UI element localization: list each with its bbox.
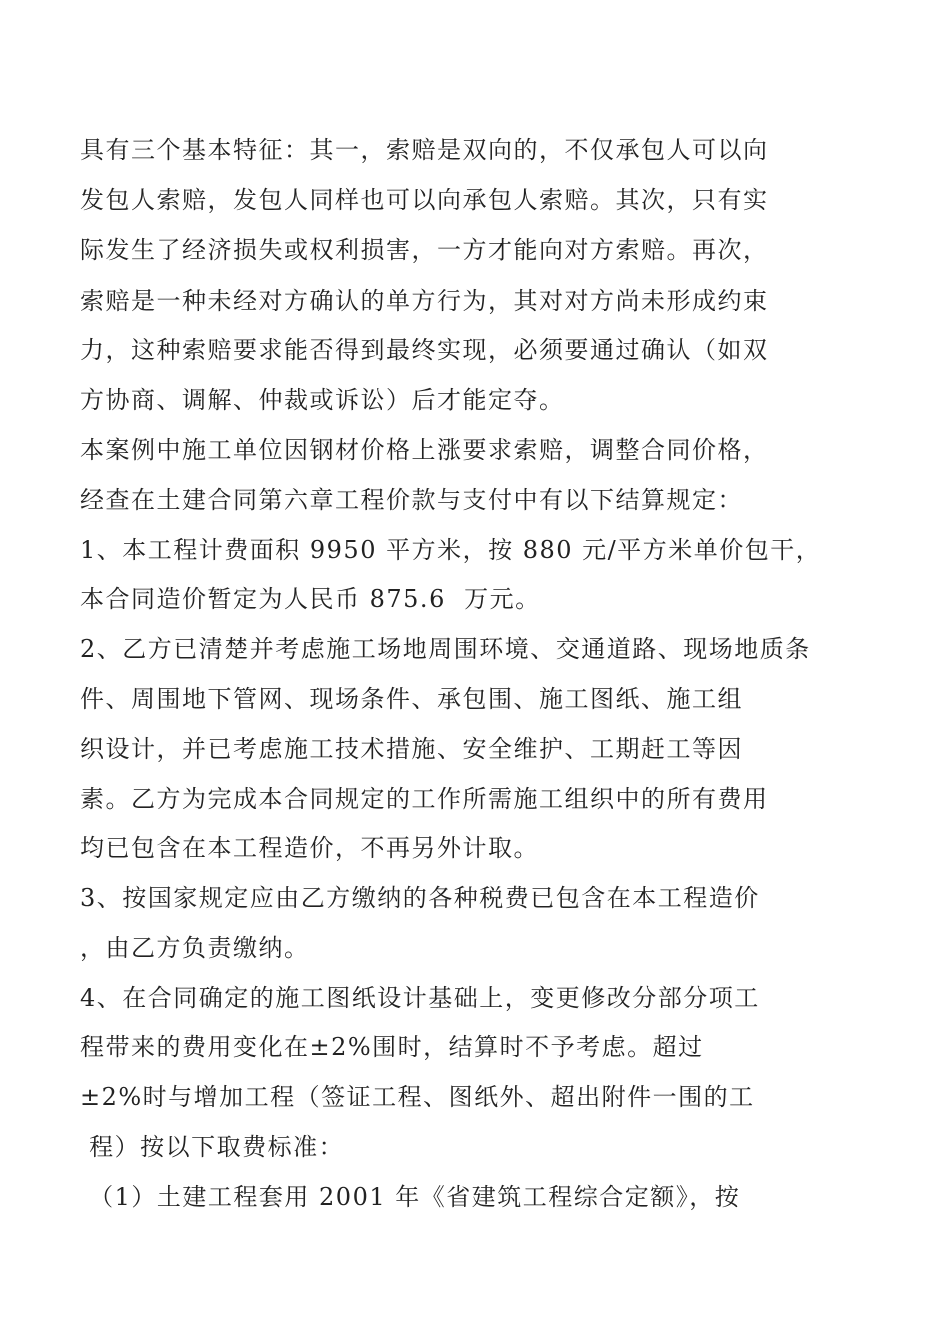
text-line-22: （1）土建工程套用 2001 年《省建筑工程综合定额》，按: [80, 1183, 741, 1211]
text-line-6: 方协商、调解、仲裁或诉讼）后才能定夺。: [80, 386, 565, 414]
text-line-16: 3、按国家规定应由乙方缴纳的各种税费已包含在本工程造价: [80, 884, 760, 912]
text-line-17: ，由乙方负责缴纳。: [80, 934, 310, 962]
text-line-7: 本案例中施工单位因钢材价格上涨要求索赔，调整合同价格，: [80, 436, 769, 464]
text-line-15: 均已包含在本工程造价，不再另外计取。: [80, 834, 539, 862]
text-line-11: 2、乙方已清楚并考虑施工场地周围环境、交通道路、现场地质条: [80, 635, 811, 663]
text-line-14: 素。乙方为完成本合同规定的工作所需施工组织中的所有费用: [80, 785, 769, 813]
text-line-12: 件、周围地下管网、现场条件、承包围、施工图纸、施工组: [80, 685, 743, 713]
text-line-4: 索赔是一种未经对方确认的单方行为，其对对方尚未形成约束: [80, 287, 769, 315]
text-line-3: 际发生了经济损失或权利损害，一方才能向对方索赔。再次，: [80, 236, 769, 264]
text-line-20: ±2%时与增加工程（签证工程、图纸外、超出附件一围的工: [80, 1083, 755, 1111]
text-line-19: 程带来的费用变化在±2%围时，结算时不予考虑。超过: [80, 1033, 704, 1061]
text-line-13: 织设计，并已考虑施工技术措施、安全维护、工期赶工等因: [80, 735, 743, 763]
text-line-21: 程）按以下取费标准：: [80, 1133, 345, 1161]
text-line-9: 1、本工程计费面积 9950 平方米，按 880 元/平方米单价包干，: [80, 536, 822, 564]
text-line-2: 发包人索赔，发包人同样也可以向承包人索赔。其次，只有实: [80, 186, 769, 214]
text-line-18: 4、在合同确定的施工图纸设计基础上，变更修改分部分项工: [80, 984, 760, 1012]
text-line-10: 本合同造价暂定为人民币 875.6 万元。: [80, 585, 541, 613]
text-line-8: 经查在土建合同第六章工程价款与支付中有以下结算规定：: [80, 486, 743, 514]
text-line-1: 具有三个基本特征：其一，索赔是双向的，不仅承包人可以向: [80, 136, 769, 164]
text-line-5: 力，这种索赔要求能否得到最终实现，必须要通过确认（如双: [80, 336, 769, 364]
